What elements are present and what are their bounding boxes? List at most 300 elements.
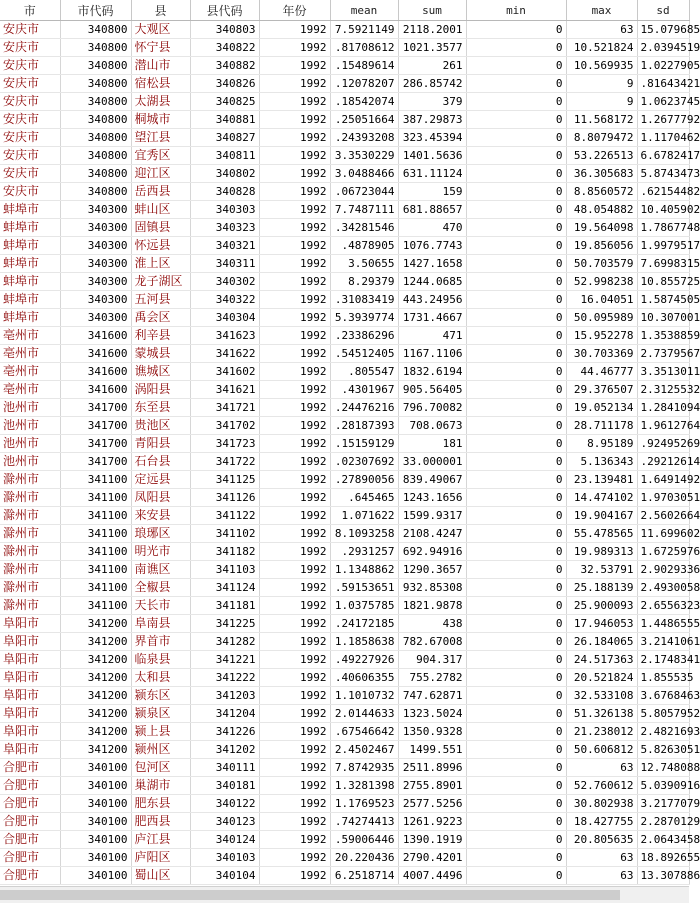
- cell-sd[interactable]: 1.6725976: [637, 543, 689, 561]
- cell-year[interactable]: 1992: [259, 615, 330, 633]
- cell-sd[interactable]: 2.1748341: [637, 651, 689, 669]
- cell-city_code[interactable]: 341200: [60, 633, 131, 651]
- cell-min[interactable]: 0: [466, 597, 566, 615]
- cell-year[interactable]: 1992: [259, 57, 330, 75]
- cell-sd[interactable]: 15.079685: [637, 21, 689, 39]
- table-row[interactable]: [0, 39, 689, 57]
- cell-min[interactable]: 0: [466, 201, 566, 219]
- cell-mean[interactable]: 3.3530229: [330, 147, 398, 165]
- cell-city_code[interactable]: 340800: [60, 165, 131, 183]
- cell-county[interactable]: 利辛县: [131, 327, 190, 345]
- cell-county[interactable]: 阜南县: [131, 615, 190, 633]
- cell-year[interactable]: 1992: [259, 507, 330, 525]
- cell-sd[interactable]: 5.0390916: [637, 777, 689, 795]
- cell-sd[interactable]: .92495269: [637, 435, 689, 453]
- cell-year[interactable]: 1992: [259, 39, 330, 57]
- cell-year[interactable]: 1992: [259, 867, 330, 885]
- cell-mean[interactable]: 2.0144633: [330, 705, 398, 723]
- cell-min[interactable]: 0: [466, 165, 566, 183]
- cell-city[interactable]: 安庆市: [0, 57, 60, 75]
- cell-county_code[interactable]: 340304: [190, 309, 259, 327]
- cell-sum[interactable]: 159: [398, 183, 466, 201]
- cell-county_code[interactable]: 341222: [190, 669, 259, 687]
- table-row[interactable]: [0, 435, 689, 453]
- cell-sd[interactable]: 1.9703051: [637, 489, 689, 507]
- cell-year[interactable]: 1992: [259, 309, 330, 327]
- cell-year[interactable]: 1992: [259, 201, 330, 219]
- cell-county[interactable]: 龙子湖区: [131, 273, 190, 291]
- table-row[interactable]: [0, 489, 689, 507]
- cell-max[interactable]: 26.184065: [566, 633, 637, 651]
- cell-county[interactable]: 颍上县: [131, 723, 190, 741]
- cell-max[interactable]: 50.095989: [566, 309, 637, 327]
- cell-city_code[interactable]: 340300: [60, 291, 131, 309]
- cell-county_code[interactable]: 341124: [190, 579, 259, 597]
- cell-city[interactable]: 安庆市: [0, 147, 60, 165]
- cell-max[interactable]: 8.95189: [566, 435, 637, 453]
- cell-min[interactable]: 0: [466, 111, 566, 129]
- cell-sd[interactable]: 1.0623745: [637, 93, 689, 111]
- cell-min[interactable]: 0: [466, 273, 566, 291]
- cell-sum[interactable]: 2118.2001: [398, 21, 466, 39]
- cell-city[interactable]: 合肥市: [0, 777, 60, 795]
- cell-min[interactable]: 0: [466, 795, 566, 813]
- cell-sd[interactable]: 1.9979517: [637, 237, 689, 255]
- cell-sd[interactable]: 3.3513011: [637, 363, 689, 381]
- cell-max[interactable]: 25.188139: [566, 579, 637, 597]
- cell-max[interactable]: 30.703369: [566, 345, 637, 363]
- cell-county_code[interactable]: 341225: [190, 615, 259, 633]
- cell-city[interactable]: 合肥市: [0, 831, 60, 849]
- column-header-year[interactable]: 年份: [259, 0, 330, 21]
- cell-mean[interactable]: .27890056: [330, 471, 398, 489]
- cell-max[interactable]: 24.517363: [566, 651, 637, 669]
- cell-county[interactable]: 庐江县: [131, 831, 190, 849]
- table-row[interactable]: [0, 777, 689, 795]
- cell-county_code[interactable]: 340802: [190, 165, 259, 183]
- cell-sum[interactable]: 708.0673: [398, 417, 466, 435]
- cell-year[interactable]: 1992: [259, 597, 330, 615]
- cell-mean[interactable]: 5.3939774: [330, 309, 398, 327]
- cell-city_code[interactable]: 340100: [60, 777, 131, 795]
- horizontal-scrollbar[interactable]: [0, 886, 689, 903]
- cell-mean[interactable]: .805547: [330, 363, 398, 381]
- cell-min[interactable]: 0: [466, 831, 566, 849]
- cell-city[interactable]: 蚌埠市: [0, 237, 60, 255]
- cell-year[interactable]: 1992: [259, 651, 330, 669]
- cell-county[interactable]: 岳西县: [131, 183, 190, 201]
- cell-year[interactable]: 1992: [259, 93, 330, 111]
- table-row[interactable]: [0, 309, 689, 327]
- cell-max[interactable]: 55.478565: [566, 525, 637, 543]
- cell-mean[interactable]: .15159129: [330, 435, 398, 453]
- cell-min[interactable]: 0: [466, 453, 566, 471]
- table-row[interactable]: [0, 579, 689, 597]
- table-row[interactable]: [0, 651, 689, 669]
- table-row[interactable]: [0, 849, 689, 867]
- cell-city_code[interactable]: 340100: [60, 849, 131, 867]
- cell-county[interactable]: 怀宁县: [131, 39, 190, 57]
- cell-sd[interactable]: .62154482: [637, 183, 689, 201]
- cell-county[interactable]: 淮上区: [131, 255, 190, 273]
- cell-county[interactable]: 涡阳县: [131, 381, 190, 399]
- cell-county[interactable]: 禹会区: [131, 309, 190, 327]
- cell-city_code[interactable]: 340100: [60, 867, 131, 885]
- cell-min[interactable]: 0: [466, 471, 566, 489]
- cell-city_code[interactable]: 340800: [60, 39, 131, 57]
- cell-county_code[interactable]: 341204: [190, 705, 259, 723]
- cell-sd[interactable]: 1.2677792: [637, 111, 689, 129]
- cell-sum[interactable]: 1167.1106: [398, 345, 466, 363]
- table-row[interactable]: [0, 723, 689, 741]
- cell-max[interactable]: 8.8560572: [566, 183, 637, 201]
- cell-county_code[interactable]: 340825: [190, 93, 259, 111]
- cell-city_code[interactable]: 340300: [60, 255, 131, 273]
- table-row[interactable]: [0, 57, 689, 75]
- cell-county_code[interactable]: 340827: [190, 129, 259, 147]
- cell-county_code[interactable]: 340124: [190, 831, 259, 849]
- cell-city_code[interactable]: 340300: [60, 219, 131, 237]
- cell-county[interactable]: 太和县: [131, 669, 190, 687]
- table-row[interactable]: [0, 741, 689, 759]
- cell-city[interactable]: 安庆市: [0, 75, 60, 93]
- cell-sum[interactable]: 932.85308: [398, 579, 466, 597]
- cell-min[interactable]: 0: [466, 327, 566, 345]
- cell-sum[interactable]: 1244.0685: [398, 273, 466, 291]
- cell-sum[interactable]: 1731.4667: [398, 309, 466, 327]
- cell-mean[interactable]: 8.1093258: [330, 525, 398, 543]
- cell-sum[interactable]: 1390.1919: [398, 831, 466, 849]
- cell-county[interactable]: 凤阳县: [131, 489, 190, 507]
- cell-city_code[interactable]: 340300: [60, 309, 131, 327]
- cell-county_code[interactable]: 340104: [190, 867, 259, 885]
- cell-county_code[interactable]: 340303: [190, 201, 259, 219]
- cell-city[interactable]: 阜阳市: [0, 633, 60, 651]
- cell-county[interactable]: 怀远县: [131, 237, 190, 255]
- cell-city[interactable]: 蚌埠市: [0, 309, 60, 327]
- cell-county[interactable]: 界首市: [131, 633, 190, 651]
- cell-sd[interactable]: 1.855535: [637, 669, 689, 687]
- table-row[interactable]: [0, 201, 689, 219]
- cell-city_code[interactable]: 341600: [60, 345, 131, 363]
- table-row[interactable]: [0, 867, 689, 885]
- cell-county[interactable]: 宜秀区: [131, 147, 190, 165]
- cell-max[interactable]: 20.521824: [566, 669, 637, 687]
- cell-year[interactable]: 1992: [259, 849, 330, 867]
- cell-sum[interactable]: 261: [398, 57, 466, 75]
- cell-sd[interactable]: 5.8057952: [637, 705, 689, 723]
- cell-min[interactable]: 0: [466, 741, 566, 759]
- cell-county_code[interactable]: 341221: [190, 651, 259, 669]
- cell-sum[interactable]: 1261.9223: [398, 813, 466, 831]
- cell-city[interactable]: 安庆市: [0, 165, 60, 183]
- cell-sum[interactable]: 471: [398, 327, 466, 345]
- cell-mean[interactable]: .59153651: [330, 579, 398, 597]
- column-header-sum[interactable]: sum: [398, 0, 466, 21]
- cell-city_code[interactable]: 341200: [60, 741, 131, 759]
- cell-max[interactable]: 21.238012: [566, 723, 637, 741]
- scrollbar-thumb[interactable]: [0, 890, 620, 900]
- cell-city_code[interactable]: 341200: [60, 651, 131, 669]
- cell-county[interactable]: 南谯区: [131, 561, 190, 579]
- cell-year[interactable]: 1992: [259, 399, 330, 417]
- cell-sum[interactable]: 1821.9878: [398, 597, 466, 615]
- cell-city[interactable]: 滁州市: [0, 525, 60, 543]
- cell-min[interactable]: 0: [466, 615, 566, 633]
- cell-max[interactable]: 32.53791: [566, 561, 637, 579]
- cell-year[interactable]: 1992: [259, 75, 330, 93]
- cell-sd[interactable]: 2.6556323: [637, 597, 689, 615]
- cell-county[interactable]: 全椒县: [131, 579, 190, 597]
- cell-year[interactable]: 1992: [259, 381, 330, 399]
- cell-city[interactable]: 滁州市: [0, 471, 60, 489]
- cell-county_code[interactable]: 341125: [190, 471, 259, 489]
- cell-city[interactable]: 蚌埠市: [0, 201, 60, 219]
- cell-sum[interactable]: 796.70082: [398, 399, 466, 417]
- cell-sd[interactable]: 1.9612764: [637, 417, 689, 435]
- cell-sd[interactable]: 1.6491492: [637, 471, 689, 489]
- cell-sd[interactable]: 1.2841094: [637, 399, 689, 417]
- cell-year[interactable]: 1992: [259, 453, 330, 471]
- cell-mean[interactable]: .12078207: [330, 75, 398, 93]
- cell-mean[interactable]: .25051664: [330, 111, 398, 129]
- cell-year[interactable]: 1992: [259, 165, 330, 183]
- table-row[interactable]: [0, 183, 689, 201]
- cell-min[interactable]: 0: [466, 237, 566, 255]
- cell-sum[interactable]: 379: [398, 93, 466, 111]
- cell-year[interactable]: 1992: [259, 291, 330, 309]
- cell-mean[interactable]: .24476216: [330, 399, 398, 417]
- cell-max[interactable]: 44.46777: [566, 363, 637, 381]
- table-row[interactable]: [0, 759, 689, 777]
- cell-county[interactable]: 迎江区: [131, 165, 190, 183]
- cell-city[interactable]: 合肥市: [0, 867, 60, 885]
- cell-county_code[interactable]: 340321: [190, 237, 259, 255]
- cell-city[interactable]: 蚌埠市: [0, 255, 60, 273]
- cell-mean[interactable]: .34281546: [330, 219, 398, 237]
- column-header-min[interactable]: min: [466, 0, 566, 21]
- cell-sd[interactable]: 5.8263051: [637, 741, 689, 759]
- cell-county_code[interactable]: 341282: [190, 633, 259, 651]
- cell-max[interactable]: 18.427755: [566, 813, 637, 831]
- cell-min[interactable]: 0: [466, 849, 566, 867]
- cell-city[interactable]: 阜阳市: [0, 651, 60, 669]
- cell-sd[interactable]: 1.7867748: [637, 219, 689, 237]
- table-row[interactable]: [0, 453, 689, 471]
- table-row[interactable]: [0, 543, 689, 561]
- cell-sd[interactable]: 3.6768463: [637, 687, 689, 705]
- cell-mean[interactable]: 7.8742935: [330, 759, 398, 777]
- cell-city_code[interactable]: 341600: [60, 327, 131, 345]
- cell-max[interactable]: 53.226513: [566, 147, 637, 165]
- cell-year[interactable]: 1992: [259, 633, 330, 651]
- cell-mean[interactable]: .23386296: [330, 327, 398, 345]
- cell-county_code[interactable]: 341181: [190, 597, 259, 615]
- cell-city[interactable]: 蚌埠市: [0, 219, 60, 237]
- cell-sum[interactable]: 1290.3657: [398, 561, 466, 579]
- column-header-county[interactable]: 县: [131, 0, 190, 21]
- cell-sum[interactable]: 323.45394: [398, 129, 466, 147]
- cell-max[interactable]: 30.802938: [566, 795, 637, 813]
- cell-city_code[interactable]: 341600: [60, 381, 131, 399]
- cell-mean[interactable]: .49227926: [330, 651, 398, 669]
- cell-city[interactable]: 合肥市: [0, 759, 60, 777]
- table-row[interactable]: [0, 273, 689, 291]
- cell-max[interactable]: 9: [566, 75, 637, 93]
- cell-sum[interactable]: 470: [398, 219, 466, 237]
- cell-mean[interactable]: 20.220436: [330, 849, 398, 867]
- cell-mean[interactable]: .06723044: [330, 183, 398, 201]
- cell-city_code[interactable]: 341700: [60, 453, 131, 471]
- cell-county_code[interactable]: 341182: [190, 543, 259, 561]
- cell-county_code[interactable]: 340882: [190, 57, 259, 75]
- column-header-city_code[interactable]: 市代码: [60, 0, 131, 21]
- cell-sum[interactable]: 286.85742: [398, 75, 466, 93]
- cell-county[interactable]: 潜山市: [131, 57, 190, 75]
- cell-sd[interactable]: 2.2870129: [637, 813, 689, 831]
- cell-mean[interactable]: .59006446: [330, 831, 398, 849]
- cell-sum[interactable]: 1599.9317: [398, 507, 466, 525]
- cell-sd[interactable]: 2.9029336: [637, 561, 689, 579]
- cell-min[interactable]: 0: [466, 399, 566, 417]
- cell-sd[interactable]: 13.307886: [637, 867, 689, 885]
- cell-city_code[interactable]: 341200: [60, 615, 131, 633]
- cell-sum[interactable]: 747.62871: [398, 687, 466, 705]
- table-row[interactable]: [0, 327, 689, 345]
- cell-county_code[interactable]: 340826: [190, 75, 259, 93]
- cell-sd[interactable]: 3.2141061: [637, 633, 689, 651]
- cell-city[interactable]: 滁州市: [0, 543, 60, 561]
- cell-sd[interactable]: 1.0227905: [637, 57, 689, 75]
- cell-year[interactable]: 1992: [259, 525, 330, 543]
- cell-min[interactable]: 0: [466, 291, 566, 309]
- cell-year[interactable]: 1992: [259, 543, 330, 561]
- cell-county[interactable]: 望江县: [131, 129, 190, 147]
- table-row[interactable]: [0, 75, 689, 93]
- cell-sd[interactable]: 18.892655: [637, 849, 689, 867]
- cell-city_code[interactable]: 340800: [60, 75, 131, 93]
- cell-sum[interactable]: 681.88657: [398, 201, 466, 219]
- cell-sum[interactable]: 443.24956: [398, 291, 466, 309]
- cell-sum[interactable]: 1243.1656: [398, 489, 466, 507]
- cell-county_code[interactable]: 341102: [190, 525, 259, 543]
- cell-county_code[interactable]: 341722: [190, 453, 259, 471]
- cell-city[interactable]: 池州市: [0, 399, 60, 417]
- cell-sum[interactable]: 2577.5256: [398, 795, 466, 813]
- column-header-county_code[interactable]: 县代码: [190, 0, 259, 21]
- cell-mean[interactable]: 1.0375785: [330, 597, 398, 615]
- cell-max[interactable]: 19.904167: [566, 507, 637, 525]
- cell-mean[interactable]: .15489614: [330, 57, 398, 75]
- cell-city_code[interactable]: 341100: [60, 507, 131, 525]
- cell-city[interactable]: 蚌埠市: [0, 273, 60, 291]
- cell-county[interactable]: 蚌山区: [131, 201, 190, 219]
- cell-county[interactable]: 肥西县: [131, 813, 190, 831]
- cell-max[interactable]: 8.8079472: [566, 129, 637, 147]
- cell-sd[interactable]: 2.3125532: [637, 381, 689, 399]
- cell-max[interactable]: 50.606812: [566, 741, 637, 759]
- cell-city[interactable]: 安庆市: [0, 129, 60, 147]
- cell-county_code[interactable]: 340302: [190, 273, 259, 291]
- table-row[interactable]: [0, 633, 689, 651]
- cell-city[interactable]: 合肥市: [0, 813, 60, 831]
- cell-min[interactable]: 0: [466, 21, 566, 39]
- cell-mean[interactable]: .18542074: [330, 93, 398, 111]
- cell-city_code[interactable]: 340300: [60, 201, 131, 219]
- cell-city_code[interactable]: 341100: [60, 579, 131, 597]
- cell-county_code[interactable]: 341226: [190, 723, 259, 741]
- cell-max[interactable]: 15.952278: [566, 327, 637, 345]
- cell-sd[interactable]: 1.5874505: [637, 291, 689, 309]
- cell-city[interactable]: 阜阳市: [0, 705, 60, 723]
- cell-city[interactable]: 阜阳市: [0, 615, 60, 633]
- cell-city_code[interactable]: 340800: [60, 57, 131, 75]
- cell-sd[interactable]: 2.7379567: [637, 345, 689, 363]
- cell-max[interactable]: 17.946053: [566, 615, 637, 633]
- cell-mean[interactable]: .645465: [330, 489, 398, 507]
- cell-sd[interactable]: 2.0643458: [637, 831, 689, 849]
- table-row[interactable]: [0, 147, 689, 165]
- cell-max[interactable]: 36.305683: [566, 165, 637, 183]
- table-row[interactable]: [0, 381, 689, 399]
- cell-city[interactable]: 阜阳市: [0, 687, 60, 705]
- cell-mean[interactable]: .4878905: [330, 237, 398, 255]
- cell-county_code[interactable]: 341602: [190, 363, 259, 381]
- cell-county_code[interactable]: 341702: [190, 417, 259, 435]
- cell-sd[interactable]: 1.1170462: [637, 129, 689, 147]
- cell-mean[interactable]: 8.29379: [330, 273, 398, 291]
- cell-city_code[interactable]: 340300: [60, 273, 131, 291]
- cell-sd[interactable]: .29212614: [637, 453, 689, 471]
- cell-county[interactable]: 宿松县: [131, 75, 190, 93]
- cell-min[interactable]: 0: [466, 489, 566, 507]
- cell-sum[interactable]: 1323.5024: [398, 705, 466, 723]
- table-row[interactable]: [0, 417, 689, 435]
- table-row[interactable]: [0, 507, 689, 525]
- cell-city[interactable]: 池州市: [0, 417, 60, 435]
- cell-mean[interactable]: .24393208: [330, 129, 398, 147]
- cell-mean[interactable]: .2931257: [330, 543, 398, 561]
- cell-year[interactable]: 1992: [259, 129, 330, 147]
- cell-year[interactable]: 1992: [259, 687, 330, 705]
- cell-sum[interactable]: 1427.1658: [398, 255, 466, 273]
- cell-sd[interactable]: 2.4930058: [637, 579, 689, 597]
- cell-sum[interactable]: 782.67008: [398, 633, 466, 651]
- cell-city_code[interactable]: 341200: [60, 705, 131, 723]
- cell-city[interactable]: 阜阳市: [0, 669, 60, 687]
- cell-county_code[interactable]: 340828: [190, 183, 259, 201]
- cell-county_code[interactable]: 341202: [190, 741, 259, 759]
- cell-sum[interactable]: 181: [398, 435, 466, 453]
- cell-mean[interactable]: 6.2518714: [330, 867, 398, 885]
- cell-city_code[interactable]: 341100: [60, 489, 131, 507]
- cell-city_code[interactable]: 340300: [60, 237, 131, 255]
- cell-sd[interactable]: 10.307001: [637, 309, 689, 327]
- cell-max[interactable]: 28.711178: [566, 417, 637, 435]
- cell-city[interactable]: 安庆市: [0, 39, 60, 57]
- cell-min[interactable]: 0: [466, 435, 566, 453]
- table-row[interactable]: [0, 219, 689, 237]
- cell-max[interactable]: 19.989313: [566, 543, 637, 561]
- cell-min[interactable]: 0: [466, 651, 566, 669]
- column-header-mean[interactable]: mean: [330, 0, 398, 21]
- cell-city[interactable]: 滁州市: [0, 597, 60, 615]
- table-row[interactable]: [0, 831, 689, 849]
- cell-city[interactable]: 蚌埠市: [0, 291, 60, 309]
- cell-max[interactable]: 16.04051: [566, 291, 637, 309]
- cell-city_code[interactable]: 341200: [60, 687, 131, 705]
- cell-city[interactable]: 池州市: [0, 435, 60, 453]
